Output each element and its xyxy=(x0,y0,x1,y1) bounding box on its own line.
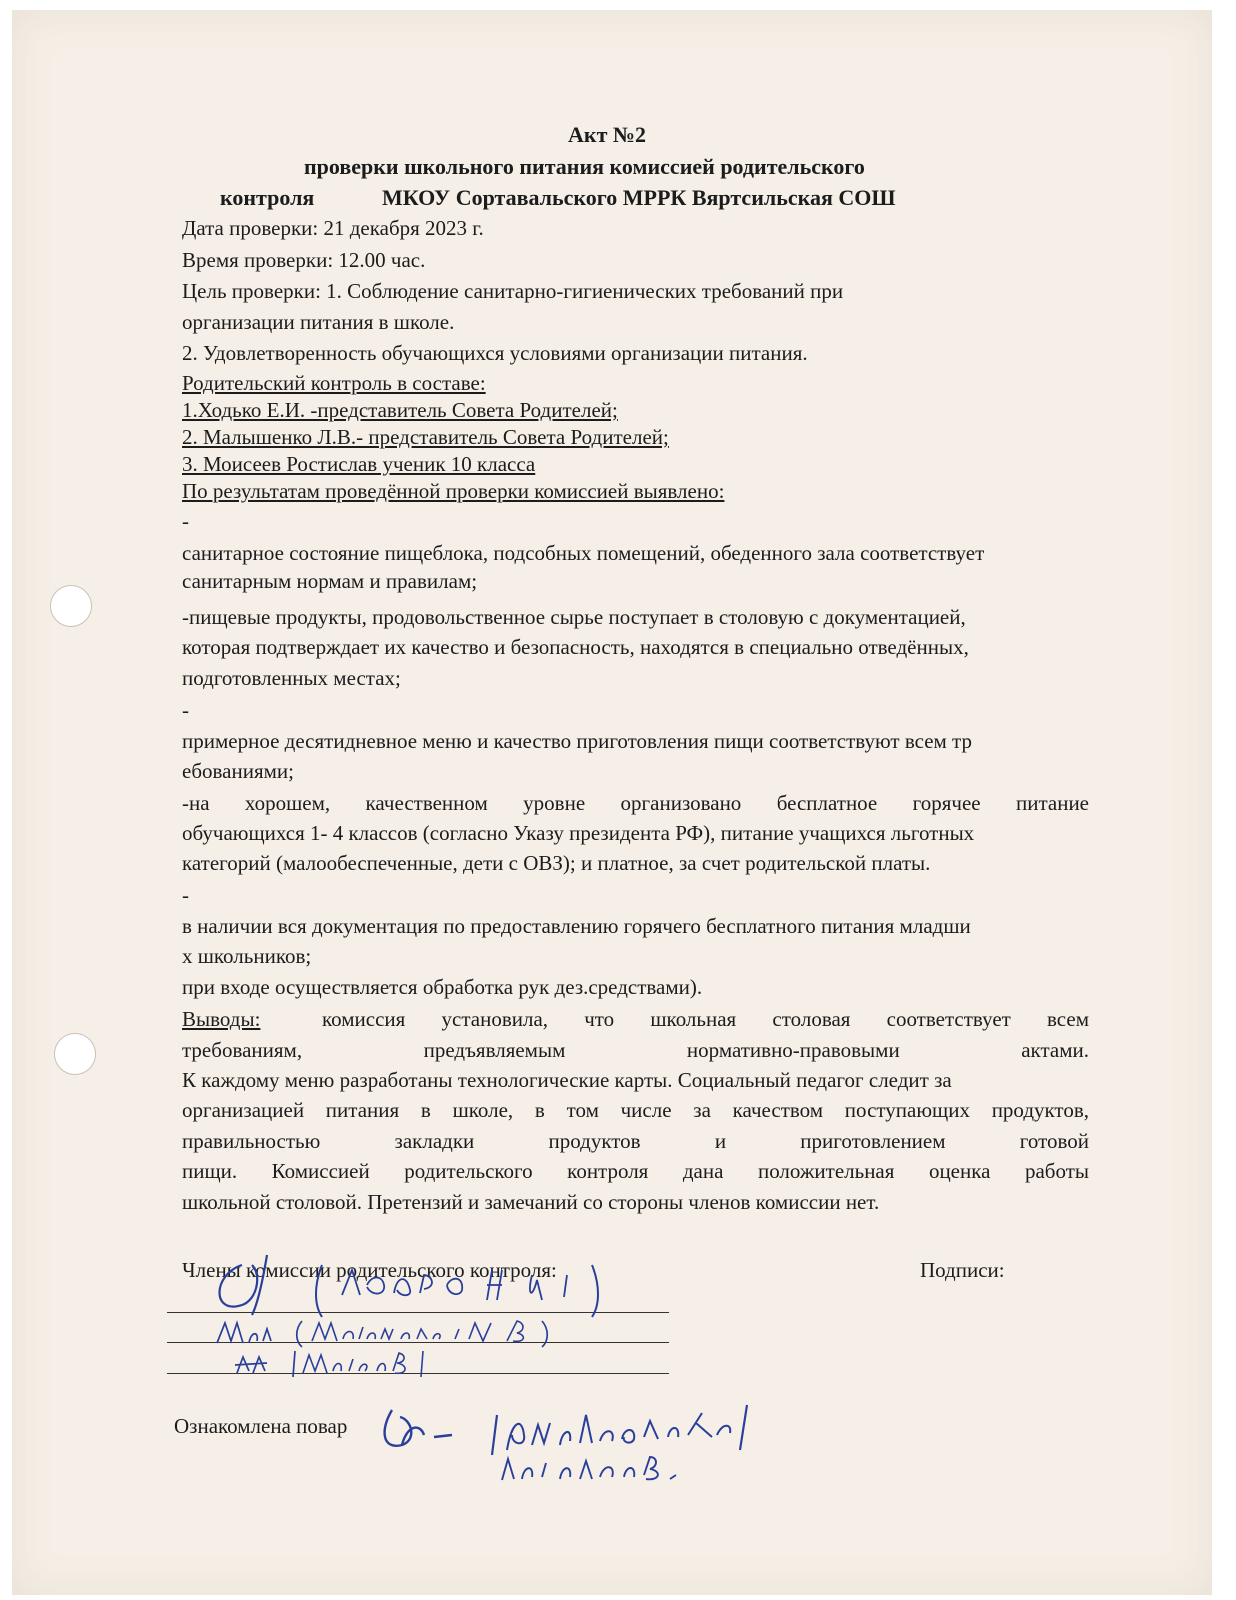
conclusion-3: К каждому меню разработаны технологические карты. Социальный педагог следит за xyxy=(182,1068,952,1092)
conclusion-4: организацией питания в школе, в том числе за качеством поступающих продуктов, xyxy=(182,1098,1089,1122)
committee-member: 3. Моисеев Ростислав ученик 10 класса xyxy=(182,452,536,476)
members-label: Члены комиссии родительского контроля: xyxy=(182,1258,557,1282)
punch-hole-bottom xyxy=(54,1033,96,1075)
cook-label: Ознакомлена повар xyxy=(174,1414,348,1438)
finding-2a: -пищевые продукты, продовольственное сырье поступает в столовую с документацией, xyxy=(182,605,966,629)
finding-5a: в наличии вся документация по предоставлению горячего бесплатного питания младши xyxy=(182,914,971,938)
signatures-label: Подписи: xyxy=(920,1258,1005,1282)
finding-4c: категорий (малообеспеченные, дети с ОВЗ); и платное, за счет родительской платы. xyxy=(182,851,931,875)
act-school-name: МКОУ Сортавальского МРРК Вяртсильская СОШ xyxy=(382,185,896,210)
act-subtitle-left: контроля xyxy=(220,185,315,210)
conclusion-6: пищи. Комиссией родительского контроля дана положительная оценка работы xyxy=(182,1159,1089,1183)
document-sheet xyxy=(12,10,1212,1595)
inspection-date: Дата проверки: 21 декабря 2023 г. xyxy=(182,216,484,240)
inspection-goal-1b: организации питания в школе. xyxy=(182,310,455,334)
conclusions-label: Выводы: xyxy=(182,1007,261,1031)
committee-member: 1.Ходько Е.И. -представитель Совета Родителей; xyxy=(182,398,618,422)
conclusion-1: комиссия установила, что школьная столовая соответствует всем xyxy=(322,1007,1089,1031)
finding-1a: санитарное состояние пищеблока, подсобных помещений, обеденного зала соответствует xyxy=(182,541,985,565)
conclusion-2: требованиям, предъявляемым нормативно-правовыми актами. xyxy=(182,1038,1089,1062)
punch-hole-top xyxy=(50,585,92,627)
committee-heading: Родительский контроль в составе: xyxy=(182,371,486,395)
conclusion-5: правильностью закладки продуктов и приготовлением готовой xyxy=(182,1129,1089,1153)
finding-dash: - xyxy=(182,509,189,533)
finding-5b: х школьников; xyxy=(182,944,312,968)
inspection-time: Время проверки: 12.00 час. xyxy=(182,248,426,272)
finding-2c: подготовленных местах; xyxy=(182,666,401,690)
finding-6: при входе осуществляется обработка рук дез.средствами). xyxy=(182,975,703,999)
findings-heading: По результатам проведённой проверки комиссией выявлено: xyxy=(182,479,725,503)
act-subtitle: проверки школьного питания комиссией родительского xyxy=(304,154,865,179)
finding-1b: санитарным нормам и правилам; xyxy=(182,569,478,593)
finding-3a: примерное десятидневное меню и качество приготовления пищи соответствуют всем тр xyxy=(182,729,972,753)
finding-4b: обучающихся 1- 4 классов (согласно Указу президента РФ), питание учащихся льготных xyxy=(182,821,975,845)
conclusion-7: школьной столовой. Претензий и замечаний со стороны членов комиссии нет. xyxy=(182,1190,880,1214)
finding-4a: -на хорошем, качественном уровне организовано бесплатное горячее питание xyxy=(182,791,1089,815)
inspection-goal-1a: Цель проверки: 1. Соблюдение санитарно-гигиенических требований при xyxy=(182,279,844,303)
inspection-goal-2: 2. Удовлетворенность обучающихся условиями организации питания. xyxy=(182,341,808,365)
finding-2b: которая подтверждает их качество и безопасность, находятся в специально отведённых, xyxy=(182,635,969,659)
finding-3b: ебованиями; xyxy=(182,759,294,783)
finding-dash: - xyxy=(182,883,189,907)
committee-member: 2. Малышенко Л.В.- представитель Совета Родителей; xyxy=(182,425,669,449)
act-title: Акт №2 xyxy=(568,122,646,147)
finding-dash: - xyxy=(182,698,189,722)
